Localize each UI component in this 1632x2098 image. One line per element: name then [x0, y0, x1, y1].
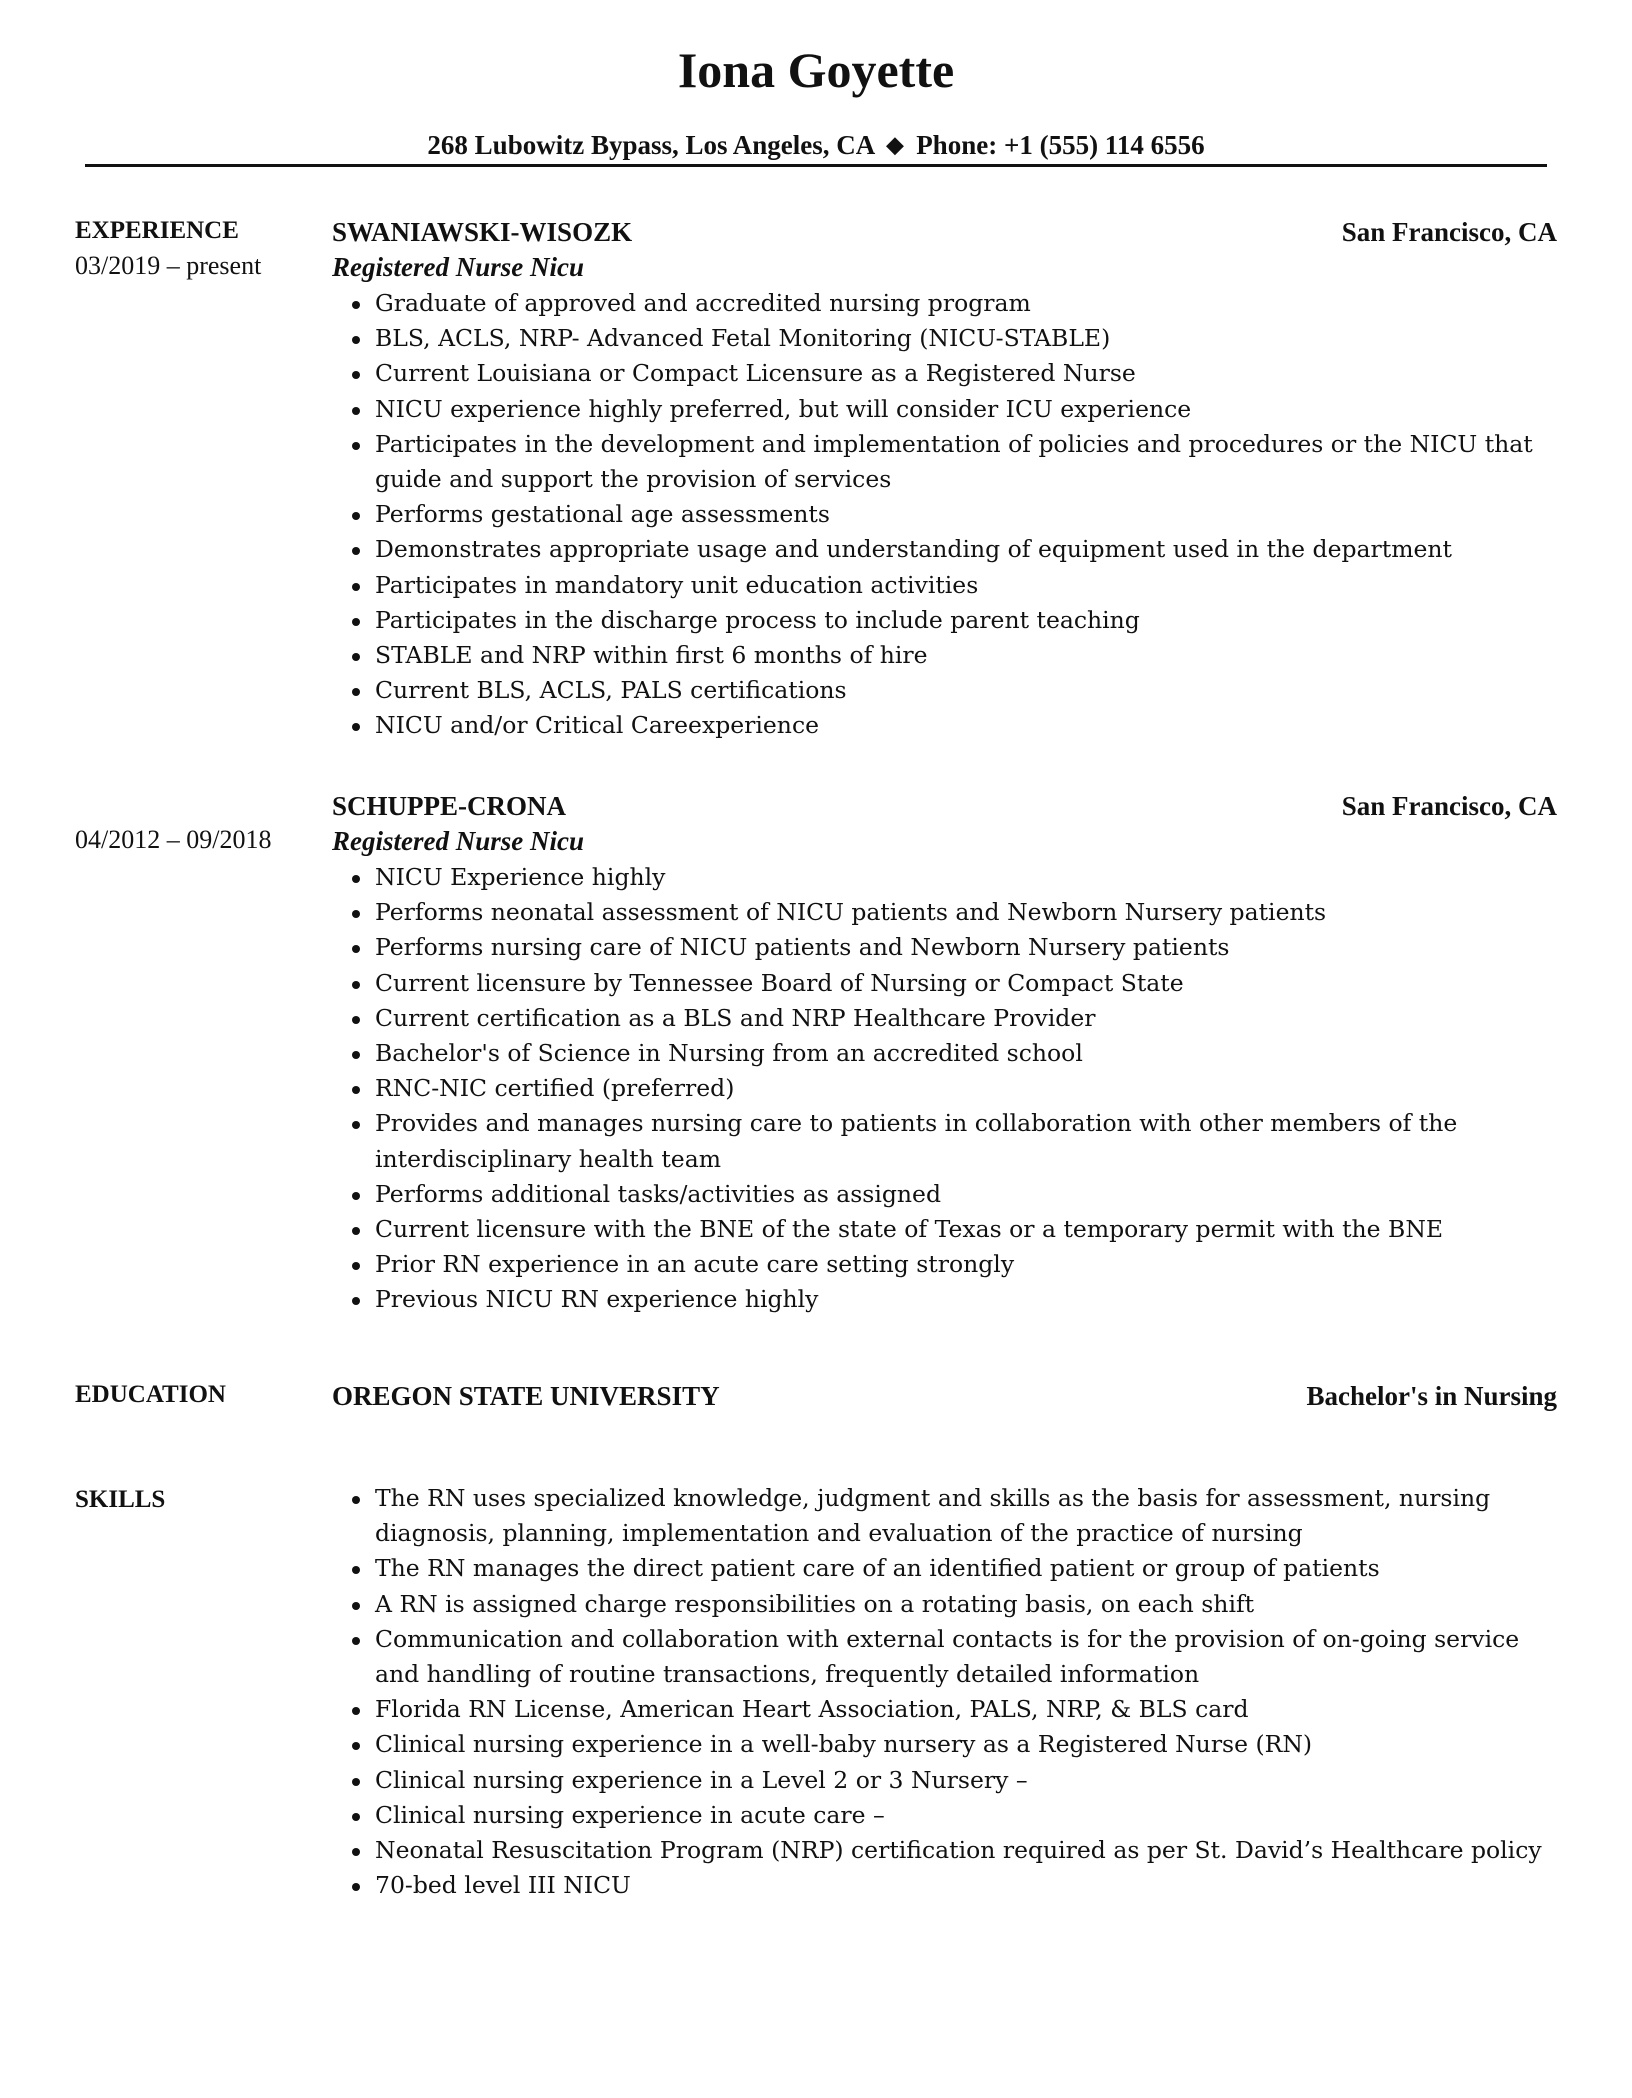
list-item: Communication and collaboration with external contacts is for the provision of on-going service and handling of routine transactions, frequently detailed information	[332, 1622, 1562, 1692]
list-item: Demonstrates appropriate usage and understanding of equipment used in the department	[332, 532, 1562, 567]
list-item: Performs gestational age assessments	[332, 497, 1562, 532]
list-item: Performs additional tasks/activities as assigned	[332, 1177, 1562, 1212]
education-section-label: EDUCATION	[75, 1381, 226, 1408]
list-item: NICU and/or Critical Careexperience	[332, 708, 1562, 743]
candidate-name: Iona Goyette	[677, 42, 955, 98]
list-item: Clinical nursing experience in acute care –	[332, 1798, 1562, 1833]
job-2-bullets	[332, 860, 1562, 1318]
job-1-dates: 03/2019 – present	[75, 251, 262, 280]
list-item: Participates in mandatory unit education activities	[332, 568, 1562, 603]
list-item: A RN is assigned charge responsibilities on a rotating basis, on each shift	[332, 1587, 1562, 1622]
job-1-bullets	[332, 286, 1562, 744]
list-item: NICU Experience highly	[332, 860, 1562, 895]
list-item: Prior RN experience in an acute care setting strongly	[332, 1247, 1562, 1282]
job-1-company: SWANIAWSKI-WISOZK	[332, 217, 633, 247]
list-item: Graduate of approved and accredited nursing program	[332, 286, 1562, 321]
skills-section-label: SKILLS	[75, 1486, 166, 1513]
list-item: Performs nursing care of NICU patients and Newborn Nursery patients	[332, 930, 1562, 965]
education-degree: Bachelor's in Nursing	[1306, 1381, 1557, 1411]
list-item: Clinical nursing experience in a well-baby nursery as a Registered Nurse (RN)	[332, 1727, 1562, 1762]
list-item: Current certification as a BLS and NRP Healthcare Provider	[332, 1001, 1562, 1036]
phone: Phone: +1 (555) 114 6556	[916, 130, 1205, 160]
list-item: Clinical nursing experience in a Level 2 or 3 Nursery –	[332, 1763, 1562, 1798]
contact-line	[0, 128, 1632, 162]
address: 268 Lubowitz Bypass, Los Angeles, CA	[427, 130, 874, 160]
list-item: Performs neonatal assessment of NICU patients and Newborn Nursery patients	[332, 895, 1562, 930]
job-2-company: SCHUPPE-CRONA	[332, 791, 566, 821]
job-1-header	[332, 215, 1557, 249]
list-item: Participates in the development and implementation of policies and procedures or the NICU that guide and support the provision of services	[332, 427, 1562, 497]
list-item: The RN uses specialized knowledge, judgment and skills as the basis for assessment, nursing diagnosis, planning, implementation and evaluation of the practice of nursing	[332, 1481, 1562, 1551]
list-item: RNC-NIC certified (preferred)	[332, 1071, 1562, 1106]
header-divider	[85, 164, 1547, 167]
job-2-dates: 04/2012 – 09/2018	[75, 825, 272, 854]
job-2-title: Registered Nurse Nicu	[332, 826, 584, 856]
skills-bullets	[332, 1481, 1562, 1903]
education-school: OREGON STATE UNIVERSITY	[332, 1381, 720, 1411]
job-2-location: San Francisco, CA	[1341, 791, 1557, 821]
job-1-title: Registered Nurse Nicu	[332, 252, 584, 282]
list-item: Provides and manages nursing care to patients in collaboration with other members of the interdisciplinary health team	[332, 1106, 1562, 1176]
list-item: Current licensure with the BNE of the state of Texas or a temporary permit with the BNE	[332, 1212, 1562, 1247]
list-item: Bachelor's of Science in Nursing from an accredited school	[332, 1036, 1562, 1071]
list-item: STABLE and NRP within first 6 months of hire	[332, 638, 1562, 673]
list-item: Florida RN License, American Heart Association, PALS, NRP, & BLS card	[332, 1692, 1562, 1727]
education-header	[332, 1379, 1557, 1413]
list-item: BLS, ACLS, NRP- Advanced Fetal Monitoring (NICU-STABLE)	[332, 321, 1562, 356]
job-1-location: San Francisco, CA	[1341, 217, 1557, 247]
list-item: NICU experience highly preferred, but will consider ICU experience	[332, 392, 1562, 427]
list-item: Neonatal Resuscitation Program (NRP) certification required as per St. David’s Healthcare policy	[332, 1833, 1562, 1868]
diamond-separator-icon: ◆	[886, 132, 904, 157]
list-item: Current Louisiana or Compact Licensure as a Registered Nurse	[332, 356, 1562, 391]
list-item: 70-bed level III NICU	[332, 1868, 1562, 1903]
job-2-header	[332, 789, 1557, 823]
list-item: Participates in the discharge process to include parent teaching	[332, 603, 1562, 638]
experience-section-label: EXPERIENCE	[75, 217, 239, 244]
list-item: Previous NICU RN experience highly	[332, 1282, 1562, 1317]
list-item: The RN manages the direct patient care of an identified patient or group of patients	[332, 1551, 1562, 1586]
list-item: Current licensure by Tennessee Board of Nursing or Compact State	[332, 966, 1562, 1001]
list-item: Current BLS, ACLS, PALS certifications	[332, 673, 1562, 708]
